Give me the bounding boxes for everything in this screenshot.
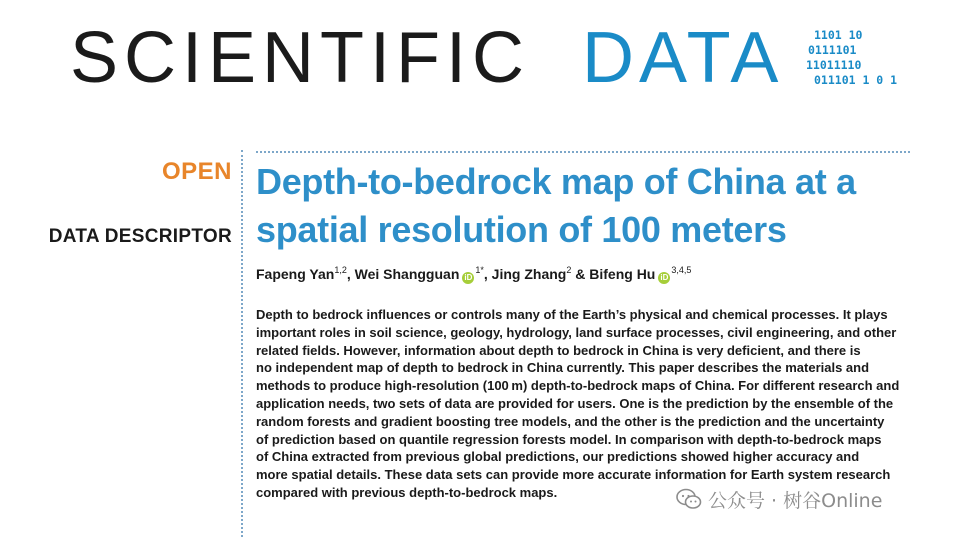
watermark-text: 公众号 · 树谷Online: [708, 489, 883, 512]
abstract-line: methods to produce high-resolution (100 m) depth-to-bedrock maps of China. For different research and: [256, 378, 900, 394]
abstract-line: random forests and gradient boosting tree models, and the other is the prediction and the uncertainty: [256, 413, 885, 429]
binary-line: 0111101: [808, 43, 857, 57]
author-name[interactable]: Fapeng Yan: [256, 266, 335, 282]
binary-line: 1101 10: [814, 28, 863, 42]
binary-line: 11011110: [806, 58, 862, 72]
abstract-line: of prediction based on quantile regression forests model. In comparison with depth-to-bedrock maps: [256, 431, 882, 447]
abstract-line: more spatial details. These data sets can provide more accurate information for Earth system research: [256, 467, 891, 483]
abstract-line: Depth to bedrock influences or controls many of the Earth’s physical and chemical processes. It plays: [256, 307, 888, 322]
wechat-icon: [676, 488, 702, 510]
author-affiliation: 1*: [475, 265, 484, 275]
horizontal-dotted-divider: [256, 151, 910, 153]
author-separator: ,: [346, 266, 355, 282]
author-affiliation: 1,2: [334, 265, 347, 275]
abstract-line: compared with previous depth-to-bedrock maps.: [256, 484, 558, 500]
journal-name-scientific: SCIENTIFIC: [70, 18, 531, 98]
author-list: [256, 265, 936, 284]
wechat-watermark: [676, 486, 882, 512]
author-name[interactable]: Bifeng Hu: [589, 266, 656, 282]
journal-masthead: [70, 18, 915, 98]
author-affiliation: 3,4,5: [671, 265, 692, 275]
author-name[interactable]: Wei Shangguan: [354, 266, 460, 282]
abstract: [256, 306, 916, 502]
article-type-label: DATA DESCRIPTOR: [48, 226, 232, 247]
orcid-icon[interactable]: iD: [464, 273, 473, 282]
author-separator: &: [571, 266, 590, 282]
journal-name-data: DATA: [582, 18, 784, 98]
abstract-line: important roles in soil science, geology, hydrology, land surface processes, civil engineering, and other: [256, 324, 897, 340]
binary-line: 011101 1 0 1: [814, 73, 898, 87]
vertical-dotted-divider: [241, 150, 243, 537]
open-access-label: OPEN: [161, 158, 232, 185]
orcid-icon[interactable]: iD: [660, 273, 669, 282]
author-separator: ,: [483, 266, 492, 282]
author-name[interactable]: Jing Zhang: [491, 266, 567, 282]
article-title: Depth-to-bedrock map of China at a spatial resolution of 100 meters: [256, 161, 856, 250]
abstract-line: of China extracted from previous global predictions, our predictions showed higher accuracy and: [256, 449, 860, 465]
author-affiliation: 2: [566, 265, 572, 275]
abstract-line: no independent map of depth to bedrock in China currently. This paper describes the materials and: [256, 360, 870, 376]
abstract-line: related fields. However, information about depth to bedrock in China is very deficient, and there is: [256, 342, 861, 358]
abstract-line: application needs, two sets of data are provided for users. One is the prediction by the ensemble of the: [256, 395, 894, 411]
binary-logo-graphic: [800, 28, 915, 94]
